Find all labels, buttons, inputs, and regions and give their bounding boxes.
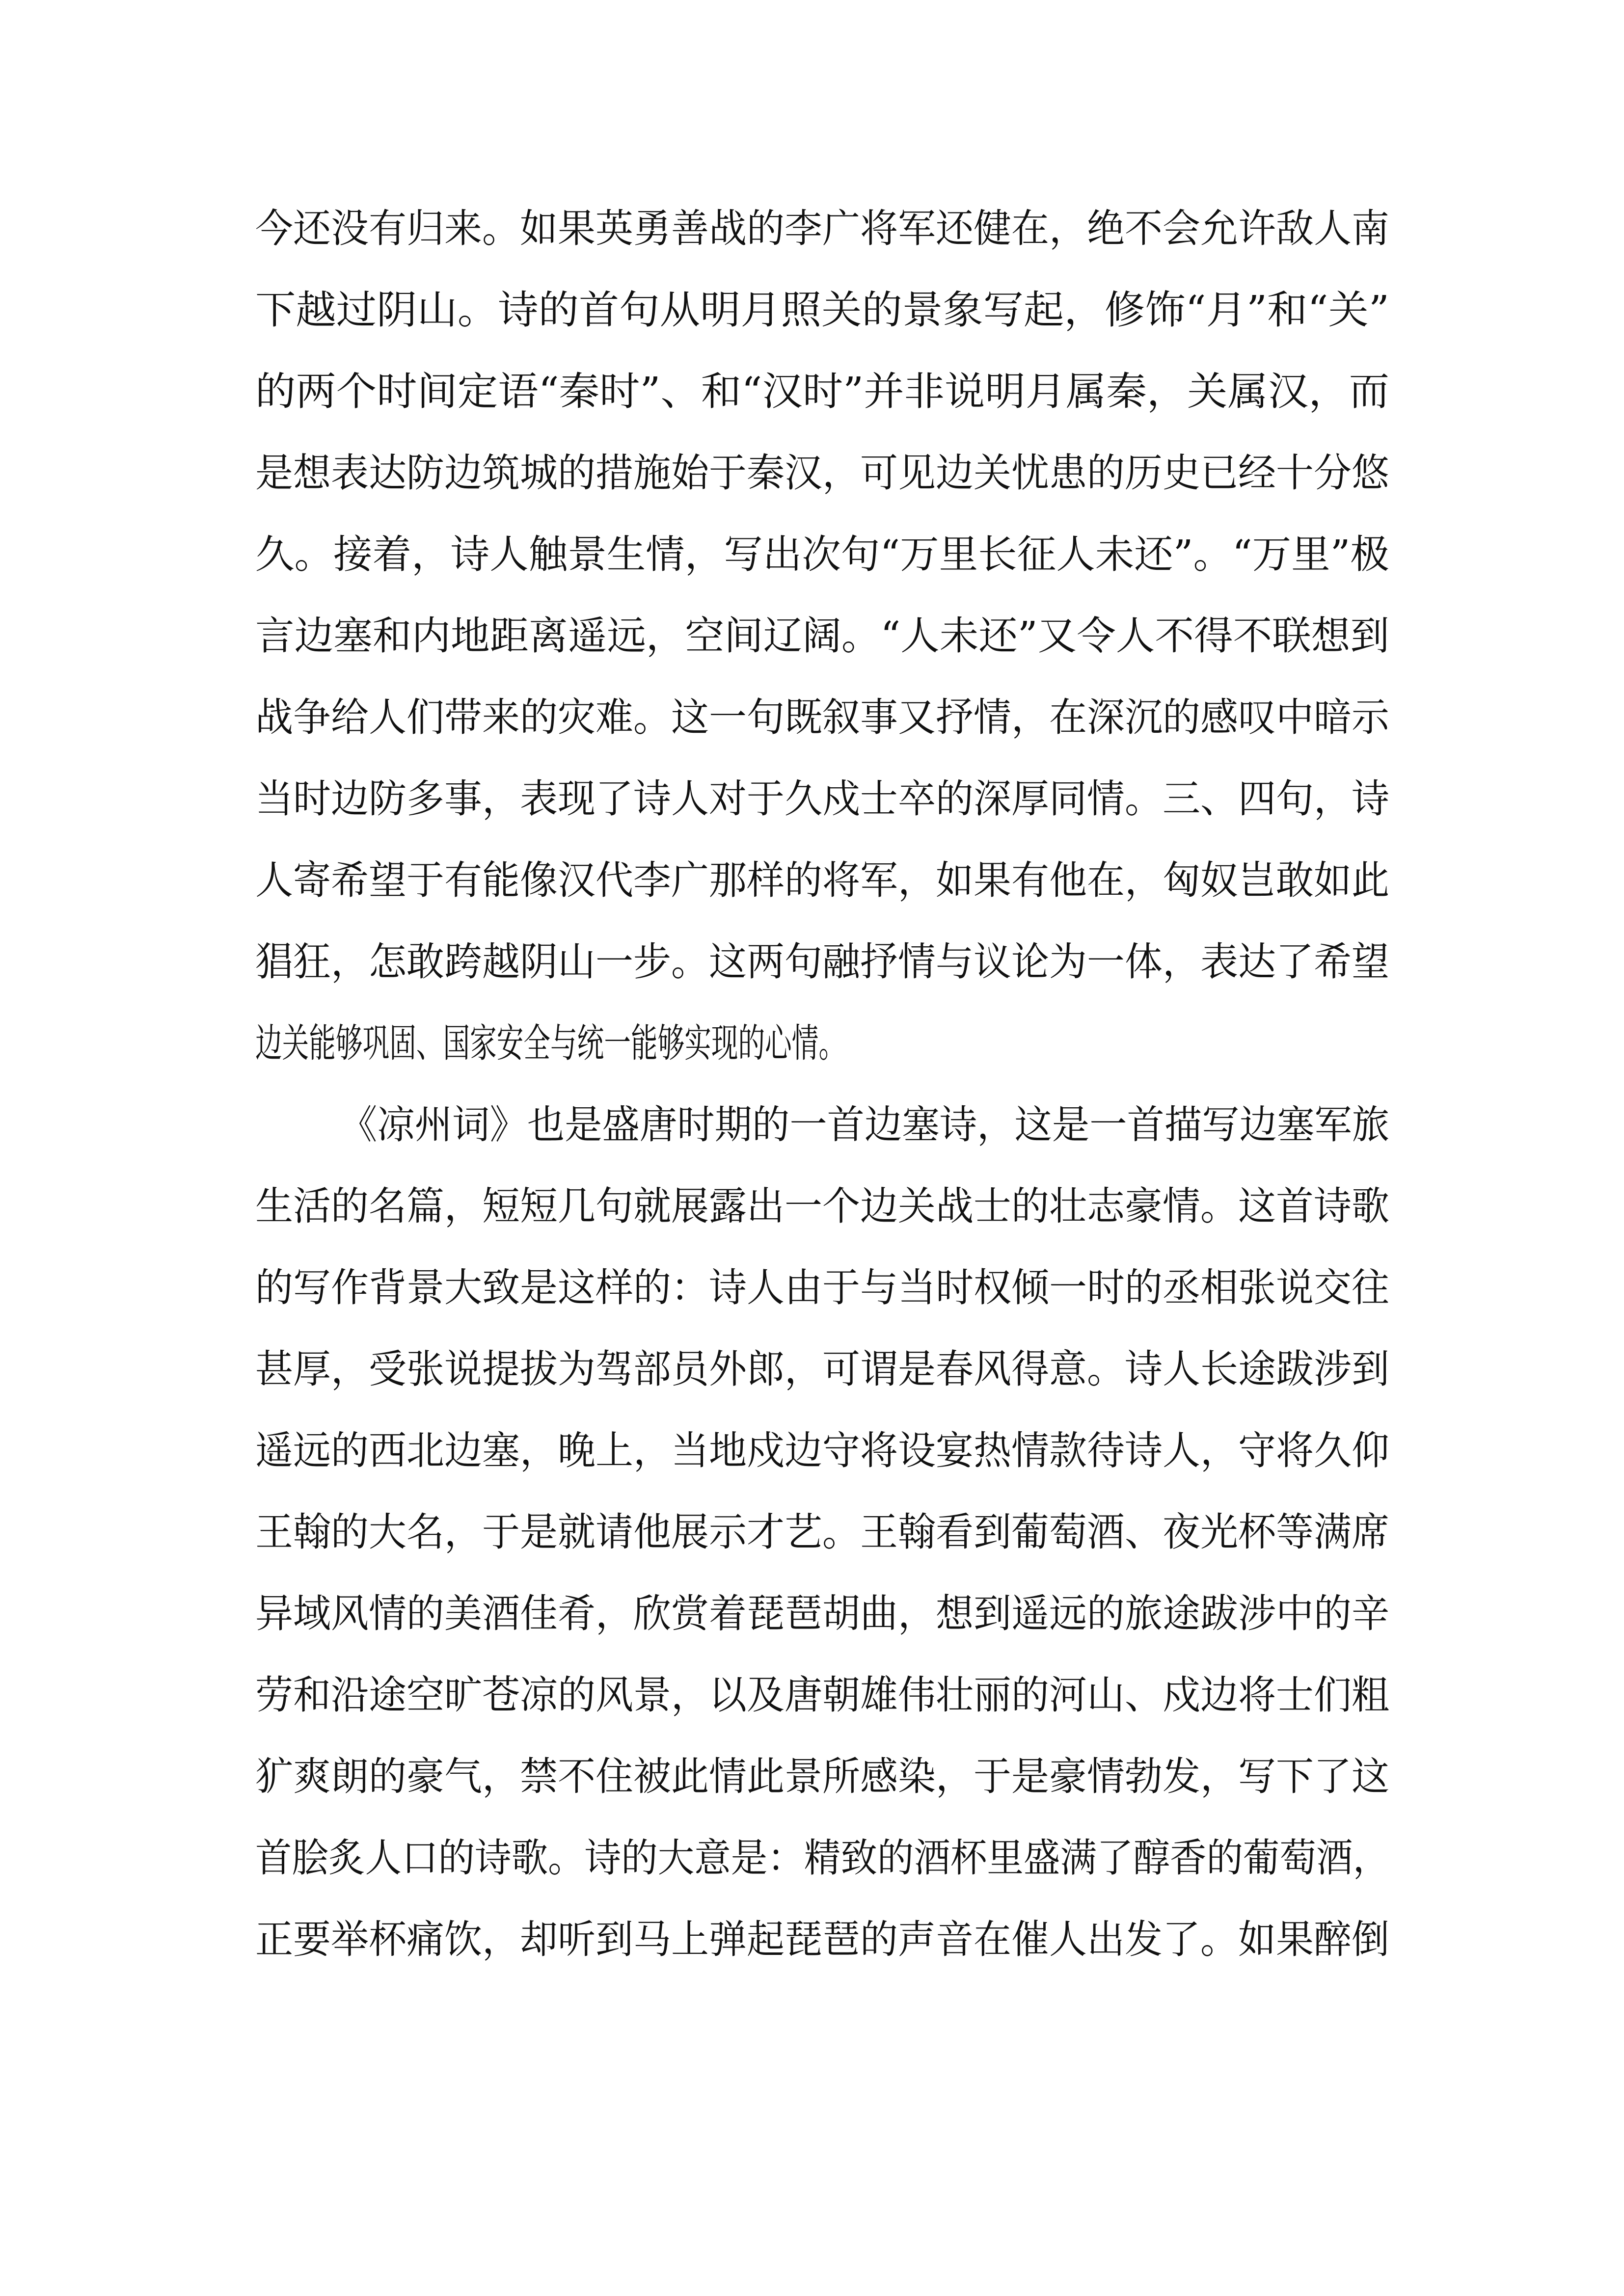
- text-line: [0, 1330, 1624, 1409]
- text-line-content: 劳和沿途空旷苍凉的风景，以及唐朝雄伟壮丽的河山、戍边将士们粗: [255, 1672, 1389, 1718]
- text-line: [0, 841, 1624, 920]
- text-line: [0, 597, 1624, 675]
- text-line-content: 人寄希望于有能像汉代李广那样的将军，如果有他在，匈奴岂敢如此: [255, 857, 1389, 903]
- text-line-content: 下越过阴山。诗的首句从明月照关的景象写起，修饰“月”和“关”: [255, 287, 1390, 333]
- text-line-content: 的写作背景大致是这样的：诗人由于与当时权倾一时的丞相张说交往: [255, 1265, 1389, 1310]
- text-line: [0, 1900, 1624, 1979]
- text-line-content: 遥远的西北边塞，晚上，当地戍边守将设宴热情款待诗人，守将久仰: [255, 1428, 1389, 1473]
- text-line: [0, 1819, 1624, 1897]
- text-line: [0, 760, 1624, 838]
- text-line: [0, 1493, 1624, 1572]
- text-line: [0, 189, 1624, 268]
- text-line-content: 的两个时间定语“秦时”、和“汉时”并非说明月属秦，关属汉，而: [255, 369, 1390, 414]
- text-line-content: 正要举杯痛饮，却听到马上弹起琵琶的声音在催人出发了。如果醉倒: [255, 1917, 1389, 1962]
- text-line-content: 边关能够巩固、国家安全与统一能够实现的心情。: [255, 1020, 846, 1066]
- text-line: [0, 515, 1624, 594]
- text-line-content: 当时边防多事，表现了诗人对于久戍士卒的深厚同情。三、四句，诗: [255, 776, 1389, 822]
- text-line-content: 猖狂，怎敢跨越阴山一步。这两句融抒情与议论为一体，表达了希望: [255, 939, 1389, 985]
- text-line-content: 犷爽朗的豪气，禁不住被此情此景所感染，于是豪情勃发，写下了这: [255, 1754, 1389, 1799]
- text-line-content: 战争给人们带来的灾难。这一句既叙事又抒情，在深沉的感叹中暗示: [255, 694, 1389, 740]
- text-line: [0, 271, 1624, 349]
- text-line-content: 异域风情的美酒佳肴，欣赏着琵琶胡曲，想到遥远的旅途跋涉中的辛: [255, 1591, 1389, 1636]
- text-line: [0, 1086, 1624, 1164]
- text-line-content: 生活的名篇，短短几句就展露出一个边关战士的壮志豪情。这首诗歌: [255, 1183, 1389, 1229]
- text-line: [0, 1249, 1624, 1327]
- text-line: [0, 1656, 1624, 1735]
- text-line: [0, 1004, 1624, 1083]
- text-line-content: 是想表达防边筑城的措施始于秦汉，可见边关忧患的历史已经十分悠: [255, 450, 1389, 496]
- text-line: [0, 678, 1624, 757]
- text-line: [0, 923, 1624, 1001]
- text-line-content: 今还没有归来。如果英勇善战的李广将军还健在，绝不会允许敌人南: [255, 206, 1389, 251]
- text-line-content: 言边塞和内地距离遥远，空间辽阔。“人未还”又令人不得不联想到: [255, 613, 1389, 659]
- text-line: [0, 434, 1624, 512]
- text-line-content: 久。接着，诗人触景生情，写出次句“万里长征人未还”。“万里”极: [255, 532, 1389, 577]
- text-line: [0, 1167, 1624, 1246]
- text-line: [0, 1575, 1624, 1653]
- text-line-content: 甚厚，受张说提拔为驾部员外郎，可谓是春风得意。诗人长途跋涉到: [255, 1346, 1389, 1392]
- text-line-content: 王翰的大名，于是就请他展示才艺。王翰看到葡萄酒、夜光杯等满席: [255, 1509, 1389, 1555]
- text-line-content: 《凉州词》也是盛唐时期的一首边塞诗，这是一首描写边塞军旅: [340, 1102, 1390, 1148]
- text-line: [0, 1737, 1624, 1816]
- text-line-content: 首脍炙人口的诗歌。诗的大意是：精致的酒杯里盛满了醇香的葡萄酒，: [255, 1835, 1390, 1881]
- text-line: [0, 1412, 1624, 1490]
- text-line: [0, 352, 1624, 431]
